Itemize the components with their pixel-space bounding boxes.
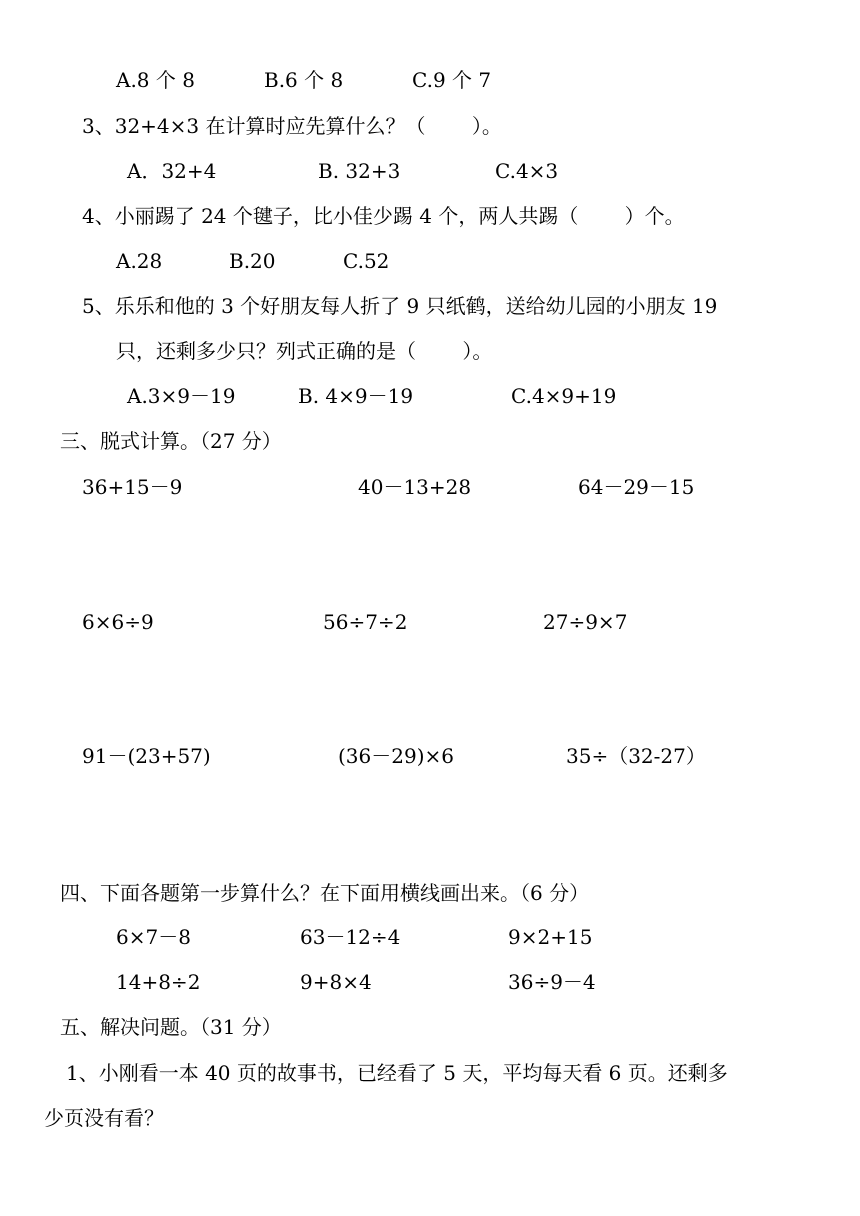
word-problem-line2: 少页没有看？ [44,1106,164,1130]
q5-stem-line1: 5、乐乐和他的 3 个好朋友每人折了 9 只纸鹤，送给幼儿园的小朋友 19 [82,294,718,318]
calc-expression: 56÷7÷2 [323,610,408,634]
first-step-expression: 36÷9－4 [508,970,596,994]
calc-expression: 27÷9×7 [543,610,628,634]
calc-expression: 40－13+28 [358,475,472,499]
calc-expression: 91－(23+57) [82,744,211,768]
calc-expression: (36－29)×6 [338,744,454,768]
q3-option-b: B. 32+3 [318,159,401,183]
calc-expression: 35÷（32-27） [566,744,706,768]
q3-option-a: A．32+4 [127,159,217,183]
q2-option-c: C.9 个 7 [412,68,492,92]
q2-option-a: A.8 个 8 [116,68,195,92]
q5-option-a: A.3×9－19 [127,384,236,408]
q2-option-b: B.6 个 8 [264,68,344,92]
q4-option-a: A.28 [116,249,163,273]
section4-heading: 四、下面各题第一步算什么？在下面用横线画出来。（6 分） [60,881,590,905]
q3-stem: 3、32+4×3 在计算时应先算什么？（ ）。 [82,114,502,138]
word-problem-line1: 1、小刚看一本 40 页的故事书，已经看了 5 天，平均每天看 6 页。还剩多 [66,1061,728,1085]
first-step-expression: 9×2+15 [508,925,593,949]
first-step-expression: 63－12÷4 [300,925,401,949]
section5-heading: 五、解决问题。（31 分） [60,1015,282,1039]
first-step-expression: 14+8÷2 [116,970,201,994]
q3-option-c: C.4×3 [495,159,559,183]
q4-stem: 4、小丽踢了 24 个毽子，比小佳少踢 4 个，两人共踢（ ）个。 [82,204,685,228]
q4-option-c: C.52 [343,249,390,273]
section3-heading: 三、脱式计算。（27 分） [60,429,282,453]
calc-expression: 6×6÷9 [82,610,154,634]
q4-option-b: B.20 [229,249,276,273]
q5-stem-line2: 只，还剩多少只？列式正确的是（ ）。 [116,339,493,363]
first-step-expression: 6×7－8 [116,925,191,949]
calc-expression: 64－29－15 [578,475,695,499]
calc-expression: 36+15－9 [82,475,183,499]
q5-option-b: B. 4×9－19 [298,384,414,408]
first-step-expression: 9+8×4 [300,970,372,994]
q5-option-c: C.4×9+19 [511,384,617,408]
